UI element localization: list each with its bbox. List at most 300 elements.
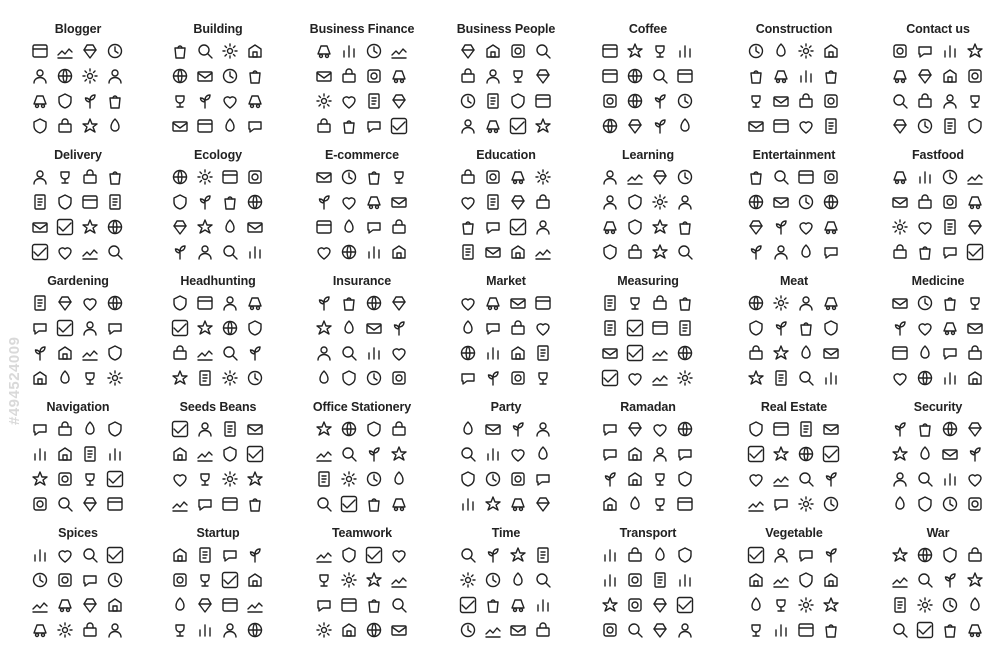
outline-icon [196,445,214,463]
outline-icon [171,420,189,438]
outline-icon [484,92,502,110]
category-entertainment [734,148,854,270]
outline-icon [747,67,765,85]
category-icons [315,546,409,640]
outline-icon [196,546,214,564]
category-icons [747,42,841,136]
outline-icon [246,42,264,60]
outline-icon [916,117,934,135]
outline-icon [196,243,214,261]
category-business-finance [302,22,422,144]
outline-icon [315,193,333,211]
outline-icon [941,319,959,337]
outline-icon [747,218,765,236]
outline-icon [390,445,408,463]
category-security [878,400,998,522]
outline-icon [891,67,909,85]
outline-icon [797,117,815,135]
outline-icon [365,571,383,589]
outline-icon [196,218,214,236]
outline-icon [365,369,383,387]
outline-icon [676,42,694,60]
outline-icon [626,420,644,438]
outline-icon [916,344,934,362]
category-title: Medicine [911,274,965,288]
icon-set-grid [18,22,982,658]
outline-icon [676,420,694,438]
outline-icon [315,67,333,85]
category-title: Security [913,400,963,414]
outline-icon [966,92,984,110]
outline-icon [484,420,502,438]
outline-icon [171,92,189,110]
outline-icon [171,117,189,135]
outline-icon [246,571,264,589]
outline-icon [246,168,264,186]
outline-icon [916,294,934,312]
outline-icon [651,621,669,639]
category-blogger [18,22,138,144]
outline-icon [365,596,383,614]
outline-icon [822,117,840,135]
outline-icon [106,193,124,211]
outline-icon [772,470,790,488]
outline-icon [246,294,264,312]
outline-icon [390,319,408,337]
outline-icon [365,168,383,186]
outline-icon [31,218,49,236]
outline-icon [365,621,383,639]
outline-icon [797,319,815,337]
outline-icon [941,571,959,589]
category-icons [315,420,409,514]
outline-icon [171,243,189,261]
outline-icon [56,621,74,639]
outline-icon [246,319,264,337]
outline-icon [797,294,815,312]
outline-icon [509,168,527,186]
outline-icon [747,344,765,362]
outline-icon [459,67,477,85]
outline-icon [484,294,502,312]
outline-icon [941,168,959,186]
outline-icon [246,621,264,639]
outline-icon [966,369,984,387]
outline-icon [916,621,934,639]
outline-icon [56,92,74,110]
outline-icon [196,117,214,135]
outline-icon [534,546,552,564]
outline-icon [171,42,189,60]
outline-icon [891,117,909,135]
outline-icon [390,470,408,488]
outline-icon [676,218,694,236]
outline-icon [315,571,333,589]
outline-icon [459,369,477,387]
outline-icon [81,67,99,85]
outline-icon [340,92,358,110]
outline-icon [340,369,358,387]
outline-icon [822,596,840,614]
outline-icon [31,445,49,463]
outline-icon [81,571,99,589]
outline-icon [171,218,189,236]
outline-icon [315,117,333,135]
outline-icon [651,319,669,337]
outline-icon [891,294,909,312]
outline-icon [31,369,49,387]
outline-icon [106,218,124,236]
category-medicine [878,274,998,396]
outline-icon [772,243,790,261]
outline-icon [966,193,984,211]
outline-icon [916,243,934,261]
outline-icon [56,42,74,60]
outline-icon [106,495,124,513]
outline-icon [196,495,214,513]
outline-icon [651,470,669,488]
outline-icon [941,420,959,438]
category-spices [18,526,138,648]
category-teamwork [302,526,422,648]
outline-icon [390,546,408,564]
outline-icon [171,571,189,589]
outline-icon [601,294,619,312]
outline-icon [626,470,644,488]
outline-icon [916,420,934,438]
category-delivery [18,148,138,270]
category-icons [601,420,695,514]
category-title: Startup [196,526,240,540]
outline-icon [31,294,49,312]
outline-icon [626,42,644,60]
category-title: Learning [622,148,674,162]
outline-icon [171,546,189,564]
outline-icon [390,571,408,589]
category-navigation [18,400,138,522]
outline-icon [509,470,527,488]
outline-icon [315,546,333,564]
outline-icon [509,621,527,639]
category-title: Real Estate [760,400,828,414]
outline-icon [31,571,49,589]
outline-icon [797,621,815,639]
outline-icon [56,420,74,438]
outline-icon [772,67,790,85]
outline-icon [171,621,189,639]
outline-icon [221,67,239,85]
outline-icon [484,621,502,639]
outline-icon [484,546,502,564]
outline-icon [772,168,790,186]
category-war [878,526,998,648]
outline-icon [106,369,124,387]
outline-icon [171,294,189,312]
category-building [158,22,278,144]
outline-icon [31,596,49,614]
outline-icon [601,571,619,589]
outline-icon [340,546,358,564]
outline-icon [221,445,239,463]
outline-icon [747,495,765,513]
outline-icon [891,596,909,614]
outline-icon [459,168,477,186]
outline-icon [390,495,408,513]
outline-icon [891,546,909,564]
outline-icon [196,344,214,362]
outline-icon [81,621,99,639]
outline-icon [891,92,909,110]
outline-icon [56,495,74,513]
outline-icon [534,218,552,236]
outline-icon [651,495,669,513]
outline-icon [676,369,694,387]
outline-icon [916,319,934,337]
outline-icon [676,470,694,488]
category-fastfood [878,148,998,270]
category-e-commerce [302,148,422,270]
category-title: Transport [619,526,677,540]
outline-icon [676,495,694,513]
outline-icon [772,621,790,639]
outline-icon [340,495,358,513]
outline-icon [676,294,694,312]
outline-icon [534,193,552,211]
outline-icon [509,67,527,85]
outline-icon [31,319,49,337]
outline-icon [390,42,408,60]
category-real-estate [734,400,854,522]
outline-icon [246,546,264,564]
outline-icon [81,117,99,135]
outline-icon [822,571,840,589]
outline-icon [340,344,358,362]
category-icons [601,168,695,262]
outline-icon [365,470,383,488]
outline-icon [106,344,124,362]
category-icons [171,294,265,388]
outline-icon [916,193,934,211]
outline-icon [171,495,189,513]
outline-icon [916,470,934,488]
outline-icon [822,420,840,438]
outline-icon [797,571,815,589]
outline-icon [534,42,552,60]
outline-icon [106,470,124,488]
outline-icon [534,596,552,614]
outline-icon [365,420,383,438]
outline-icon [196,470,214,488]
outline-icon [315,470,333,488]
outline-icon [315,294,333,312]
outline-icon [365,319,383,337]
outline-icon [772,42,790,60]
outline-icon [676,546,694,564]
outline-icon [966,42,984,60]
outline-icon [534,243,552,261]
outline-icon [221,243,239,261]
category-construction [734,22,854,144]
category-icons [459,168,553,262]
outline-icon [340,596,358,614]
outline-icon [891,319,909,337]
category-title: Coffee [628,22,668,36]
outline-icon [221,319,239,337]
outline-icon [966,470,984,488]
outline-icon [459,495,477,513]
category-title: E-commerce [324,148,400,162]
outline-icon [676,621,694,639]
category-icons [31,168,125,262]
category-icons [601,42,695,136]
outline-icon [797,42,815,60]
outline-icon [601,42,619,60]
outline-icon [772,344,790,362]
outline-icon [651,420,669,438]
outline-icon [31,92,49,110]
outline-icon [509,369,527,387]
outline-icon [626,571,644,589]
outline-icon [651,445,669,463]
outline-icon [534,117,552,135]
outline-icon [31,420,49,438]
outline-icon [81,193,99,211]
outline-icon [941,117,959,135]
outline-icon [246,420,264,438]
outline-icon [340,117,358,135]
outline-icon [315,319,333,337]
category-title: Building [193,22,243,36]
outline-icon [772,369,790,387]
outline-icon [484,117,502,135]
outline-icon [797,596,815,614]
category-seeds-beans [158,400,278,522]
outline-icon [246,67,264,85]
outline-icon [676,445,694,463]
outline-icon [966,117,984,135]
outline-icon [822,319,840,337]
outline-icon [509,495,527,513]
outline-icon [941,344,959,362]
outline-icon [484,571,502,589]
outline-icon [390,67,408,85]
outline-icon [390,168,408,186]
outline-icon [676,67,694,85]
outline-icon [459,294,477,312]
category-insurance [302,274,422,396]
outline-icon [747,243,765,261]
outline-icon [941,596,959,614]
outline-icon [81,218,99,236]
outline-icon [106,67,124,85]
category-icons [315,42,409,136]
outline-icon [246,495,264,513]
category-title: Measuring [617,274,679,288]
outline-icon [246,117,264,135]
outline-icon [747,420,765,438]
outline-icon [891,445,909,463]
outline-icon [484,344,502,362]
category-icons [31,42,125,136]
outline-icon [966,445,984,463]
outline-icon [484,67,502,85]
outline-icon [459,546,477,564]
outline-icon [221,294,239,312]
outline-icon [31,495,49,513]
outline-icon [916,168,934,186]
outline-icon [626,369,644,387]
outline-icon [106,571,124,589]
outline-icon [509,117,527,135]
category-title: Contact us [906,22,970,36]
outline-icon [534,369,552,387]
outline-icon [340,42,358,60]
outline-icon [81,596,99,614]
outline-icon [891,470,909,488]
outline-icon [390,344,408,362]
category-office-stationery [302,400,422,522]
outline-icon [340,470,358,488]
outline-icon [246,92,264,110]
outline-icon [916,218,934,236]
outline-icon [390,369,408,387]
category-title: Spices [58,526,98,540]
outline-icon [626,596,644,614]
outline-icon [484,470,502,488]
outline-icon [246,218,264,236]
outline-icon [31,117,49,135]
outline-icon [651,67,669,85]
outline-icon [315,445,333,463]
outline-icon [390,218,408,236]
outline-icon [941,621,959,639]
outline-icon [601,319,619,337]
outline-icon [365,294,383,312]
outline-icon [772,546,790,564]
outline-icon [891,193,909,211]
outline-icon [221,42,239,60]
outline-icon [484,445,502,463]
outline-icon [534,495,552,513]
category-ramadan [588,400,708,522]
outline-icon [676,92,694,110]
outline-icon [246,243,264,261]
outline-icon [941,193,959,211]
outline-icon [56,193,74,211]
outline-icon [916,445,934,463]
outline-icon [106,420,124,438]
outline-icon [626,193,644,211]
outline-icon [31,193,49,211]
outline-icon [81,243,99,261]
outline-icon [941,445,959,463]
outline-icon [891,369,909,387]
category-icons [31,546,125,640]
outline-icon [747,571,765,589]
outline-icon [916,67,934,85]
outline-icon [891,571,909,589]
outline-icon [534,621,552,639]
outline-icon [626,495,644,513]
outline-icon [626,117,644,135]
outline-icon [601,621,619,639]
outline-icon [626,67,644,85]
outline-icon [891,344,909,362]
outline-icon [196,294,214,312]
category-headhunting [158,274,278,396]
outline-icon [81,369,99,387]
outline-icon [891,218,909,236]
